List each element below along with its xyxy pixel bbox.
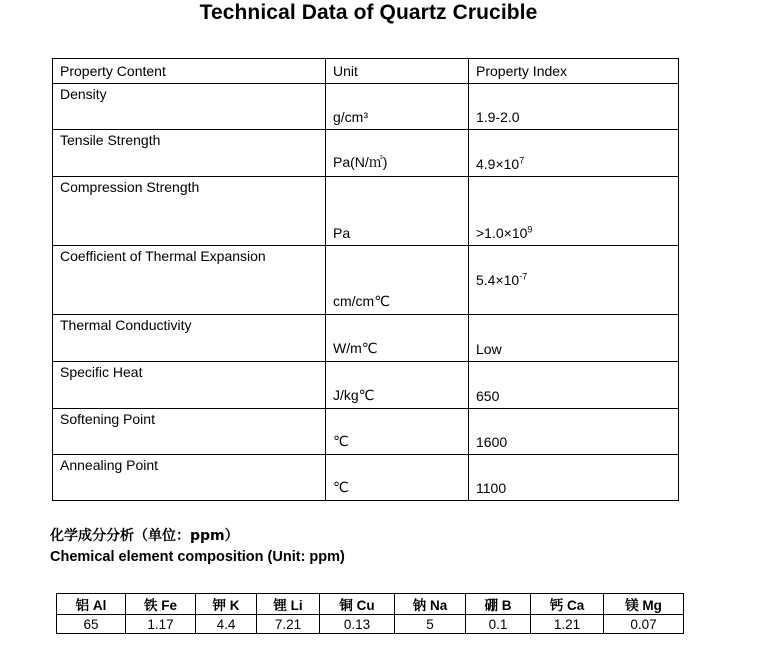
table-row [53, 362, 679, 409]
property-index: 1100 [469, 455, 679, 501]
property-name: Density [53, 84, 326, 130]
table-row [53, 315, 679, 362]
element-header: 铜 Cu [320, 594, 395, 615]
element-value: 5 [395, 615, 466, 634]
element-value: 1.17 [126, 615, 196, 634]
element-header: 镁 Mg [604, 594, 684, 615]
property-index: 1600 [469, 409, 679, 455]
property-unit: ℃ [326, 455, 469, 501]
table-row [53, 455, 679, 501]
property-index: 650 [469, 362, 679, 409]
table-row [53, 409, 679, 455]
property-unit: J/kg℃ [326, 362, 469, 409]
element-header-row [57, 594, 684, 615]
property-unit: g/cm³ [326, 84, 469, 130]
element-header: 锂 Li [257, 594, 320, 615]
table-row [53, 84, 679, 130]
property-index: $>1.0\times 10^9$ [469, 177, 679, 246]
element-header: 硼 B [466, 594, 531, 615]
header-property: Property Content [53, 59, 326, 84]
element-header: 铁 Fe [126, 594, 196, 615]
property-index: Low [469, 315, 679, 362]
property-name: Softening Point [53, 409, 326, 455]
element-value-row [57, 615, 684, 634]
element-header: 钙 Ca [531, 594, 604, 615]
property-unit: Pa [326, 177, 469, 246]
property-name: Coefficient of Thermal Expansion [53, 246, 326, 315]
element-value: 0.07 [604, 615, 684, 634]
table-header-row [53, 59, 679, 84]
element-value: 65 [57, 615, 126, 634]
property-name: Specific Heat [53, 362, 326, 409]
property-name: Tensile Strength [53, 130, 326, 177]
element-value: 4.4 [196, 615, 257, 634]
property-name: Annealing Point [53, 455, 326, 501]
property-unit: W/m℃ [326, 315, 469, 362]
table-row [53, 246, 679, 315]
property-table [52, 58, 679, 501]
property-index: 1.9-2.0 [469, 84, 679, 130]
header-index: Property Index [469, 59, 679, 84]
chemical-heading-en: Chemical element composition (Unit: ppm) [50, 549, 345, 565]
element-value: 7.21 [257, 615, 320, 634]
property-name: Thermal Conductivity [53, 315, 326, 362]
chemical-table [56, 593, 684, 634]
property-unit: Pa(N/㎡) [326, 130, 469, 177]
header-unit: Unit [326, 59, 469, 84]
element-value: 0.13 [320, 615, 395, 634]
property-unit: ℃ [326, 409, 469, 455]
table-row [53, 177, 679, 246]
element-header: 铝 Al [57, 594, 126, 615]
page-title: Technical Data of Quartz Crucible [199, 1, 538, 24]
element-header: 钠 Na [395, 594, 466, 615]
element-value: 1.21 [531, 615, 604, 634]
table-row [53, 130, 679, 177]
element-header: 钾 K [196, 594, 257, 615]
element-value: 0.1 [466, 615, 531, 634]
property-index: $5.4\times 10^{-7}$ [469, 246, 679, 315]
property-index: $4.9\times 10^7$ [469, 130, 679, 177]
chemical-heading-cn: 化学成分分析（单位：ppm） [50, 528, 239, 544]
property-unit: cm/cm℃ [326, 246, 469, 315]
property-name: Compression Strength [53, 177, 326, 246]
